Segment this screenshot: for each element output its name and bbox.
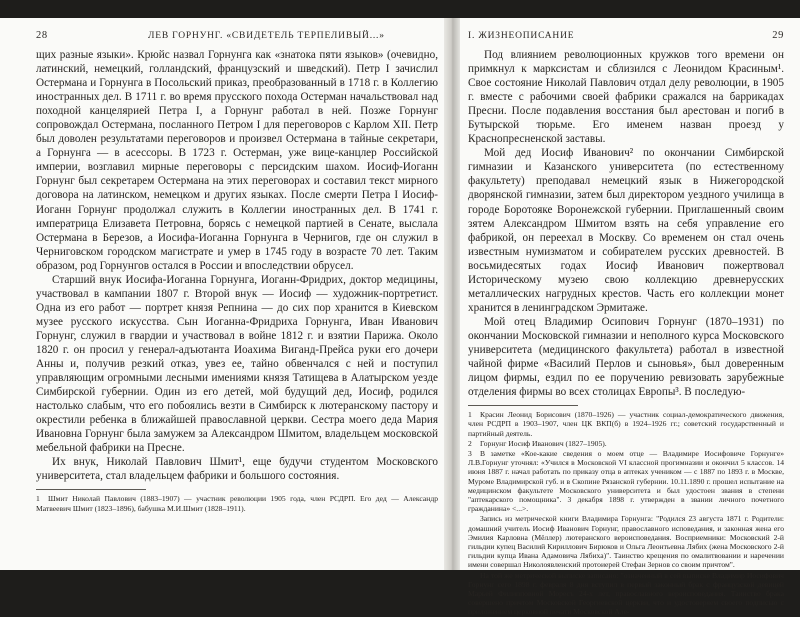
footnote: [468, 439, 784, 448]
footnote-text: В заметке «Кое-какие сведения о моем отце — Владимире Иосифовиче Горнунге» Л.В.Горнунг уточнял: «Учился в Московской VI классной прогимназии и окончил 5 классов. 14 июня 1887 г. начал работать по приказу отца в аптеках учеником — с 1887 по 1893 г. в Москве, Муроме Владимирской губ. и в Скопине Рязанской губернии. 10.11.1890 г. прошел испытание на медицинском факультете Московского университета и был удостоен звания в степени "аптекарского помощника". 3 декабря 1898 г. утвержден в звании личного почетного гражданина» <...>.: [468, 448, 784, 514]
right-body-text: [468, 48, 784, 399]
footnote-text: Шмит Николай Павлович (1883–1907) — участник революции 1905 года, член РСДРП. Его дед — Александр Матвеевич Шмит (1823–1896), бабушка М.И.Шмит (1828–1911).: [36, 494, 438, 513]
footnote-text: Красин Леонид Борисович (1870–1926) — участник социал-демократического движения, член РСДРП в 1903–1907, член ЦК ВКП(б) в 1924–1926 гг.; советский государственный и партийный деятель.: [468, 410, 784, 438]
paragraph: Старший внук Иосифа-Иоганна Горнунга, Иоганн-Фридрих, доктор медицины, участвовал в кампании 1807 г. Второй внук — Иосиф — художник-портретист. Одна из его работ — портрет князя Репнина — до сих пор хранится в Киевском музее русского искусства. Сын Иоганна-Фридриха Горнунга, Иван Иванович Горнунг, служил в гвардии и участвовал в войне 1812 г. и взятии Парижа. Около 1820 г. он просил у генерал-адъютанта Иоахима Виганд-Прейса руки его дочери Анны и, получив резкий отказ, увез ее, тайно обвенчался с ней и поступил управляющим огромными лесными имениями князя Татищева в Алатырском уезде Симбирской губернии. Один из его детей, мой будущий дед, Иосиф, родился настолько слабым, что его побоялись везти в Симбирск к лютеранскому пастору и окрестили ребенка в ближайшей православной церкви. Сестра моего деда Мария Ивановна Горнунг была замужем за Александром Шмитом, владельцем московской мебельной фабрики на Пресне.: [36, 273, 438, 455]
right-page-number: 29: [772, 30, 784, 41]
paragraph: щих разные языки». Крюйс назвал Горнунга как «знатока пяти языков» (очевидно, латинский, немецкий, голландский, французский и шведский). Петр I зачислил Остермана и Горнунга в Посольский приказ, преобразованный в 1718 г. в Коллегию иностранных дел. В 1711 г. во время прусского похода Остерман начальствовал над походной канцелярией Петра I, а Горнунг работал в ней. Позже Горнунг сопровождал Остермана, посланного Петром I для переговоров с Карлом XII. Петр был доволен результатами переговоров и произвел Остермана в тайные секретари, а Горнунга — в асессоры. В 1723 г. Остерман, уже вице-канцлер Российской империи, возглавил мирные переговоры с персидским шахом. Иосиф-Иоганн Горнунг был секретарем Остермана на этих переговорах и составил текст мирного договора на латинском, немецком и других языках. После смерти Петра I Иосиф-Иоганн Горнунг продолжал служить в Коллегии иностранных дел. В 1741 г. императрица Елизавета Петровна, борясь с немецкой партией в Сенате, выслала Остермана в Березов, а Иосифа-Иоганна Горнунга в Чернигов, где он служил в Черниговском городском магистрате и умер в 1745 году в возрасте 70 лет. Таким образом, род Горнунгов остался в России и впоследствии обрусел.: [36, 49, 438, 272]
footnote: [36, 494, 438, 512]
right-page: [468, 30, 784, 617]
footnote: [468, 571, 784, 617]
footnote-number: 1: [36, 494, 40, 504]
right-running-head: [468, 30, 784, 48]
left-page: [36, 30, 438, 570]
footnote: [468, 449, 784, 513]
footnote-rule: [36, 489, 146, 490]
right-running-title: I. ЖИЗНЕОПИСАНИЕ: [468, 31, 575, 41]
left-body-text: [36, 48, 438, 483]
paragraph: Их внук, Николай Павлович Шмит¹, еще будучи студентом Московского университета, стал владельцем фабрики и большого состояния.: [36, 456, 438, 483]
footnote-text: Горнунг Иосиф Иванович (1827–1905).: [480, 438, 607, 448]
book-gutter: [444, 18, 460, 570]
paragraph: Мой отец Владимир Осипович Горнунг (1870–1931) по окончании Московской гимназии и неполного курса Московского университета (медицинского факультета) работал в известной чайной фирме «Василий Перлов и сыновья», был доверенным лицом фирмы, ездил по ее поручению ревизовать зарубежные отделения фирмы во всех столицах Европы³. В последую-: [468, 315, 784, 399]
footnote-text: На той же метрической выписке записано: "означенный в сей выписке Владимир Иосифович Горнунг сего 1898 г. февраля 8 дня вступил в первый законный брак с французской девицей Марьей Филипповной Моресъ 24-х лет, православного вероисповедания. Таинство брака совершено причтом Московской Георгиевской церкви, что и удостоверяем своего подписью с приложением церковной печати Московской Але-: [468, 570, 784, 617]
paragraph: Под влиянием революционных кружков того времени он примкнул к марксистам и сблизился с Леонидом Красиным¹. Свое состояние Николай Павлович отдал делу революции, в 1905 г. вместе с рабочими своей фабрики сражался на баррикадах Пресни. После подавления восстания был арестован и погиб в Бутырской тюрьме. Его именем назван проезд у Краснопресненской заставы.: [468, 49, 784, 146]
footnote: [468, 410, 784, 438]
left-page-number: 28: [36, 30, 48, 41]
footnote-text: Запись из метрической книги Владимира Горнунга: "Родился 23 августа 1871 г. Родители: домашний учитель Иосиф Иванович Горнунг, православного исповедания, и законная жена его Эмилия Карловна (Мёллер) лютеранского вероисповедания. Восприемники: Московский 2-й гильдии купец Василий Кириллович Бирюков и Ольга Леонтьевна Лябих (жена Московского 2-й гильдии купца Ивана Адамовича Лябиха)". Таинство крещения по омалитвовании и наречении имени совершал Николоявленский протоиерей Стефан Зернов со своим причтом".: [468, 514, 784, 570]
left-running-head: [36, 30, 438, 48]
footnote: [468, 514, 784, 569]
footnote-number: 1: [468, 410, 472, 420]
background-dark: [0, 0, 800, 18]
footnote-number: 2: [468, 438, 472, 448]
footnote-number: 3: [468, 448, 472, 458]
paragraph: Мой дед Иосиф Иванович² по окончании Симбирской гимназии и Казанского университета (по естественному факультету) преподавал немецкий язык в Нижегородской дворянской гимназии, затем был директором уездного училища в городе Боротояке Воронежской губернии. Приглашенный своим зятем Александром Шмитом взять на себя управление его фабрикой, он переехал в Москву. Со временем он стал очень известным нумизматом и собирателем русских древностей. В восьмидесятых годах Иосиф Иванович пожертвовал Историческому музею свою коллекцию древнерусских металлических нагрудных крестов. Часть его коллекции монет хранится в ленинградском Эрмитаже.: [468, 147, 784, 314]
left-running-title: ЛЕВ ГОРНУНГ. «СВИДЕТЕЛЬ ТЕРПЕЛИВЫЙ...»: [148, 31, 385, 41]
footnote-rule: [468, 405, 578, 406]
